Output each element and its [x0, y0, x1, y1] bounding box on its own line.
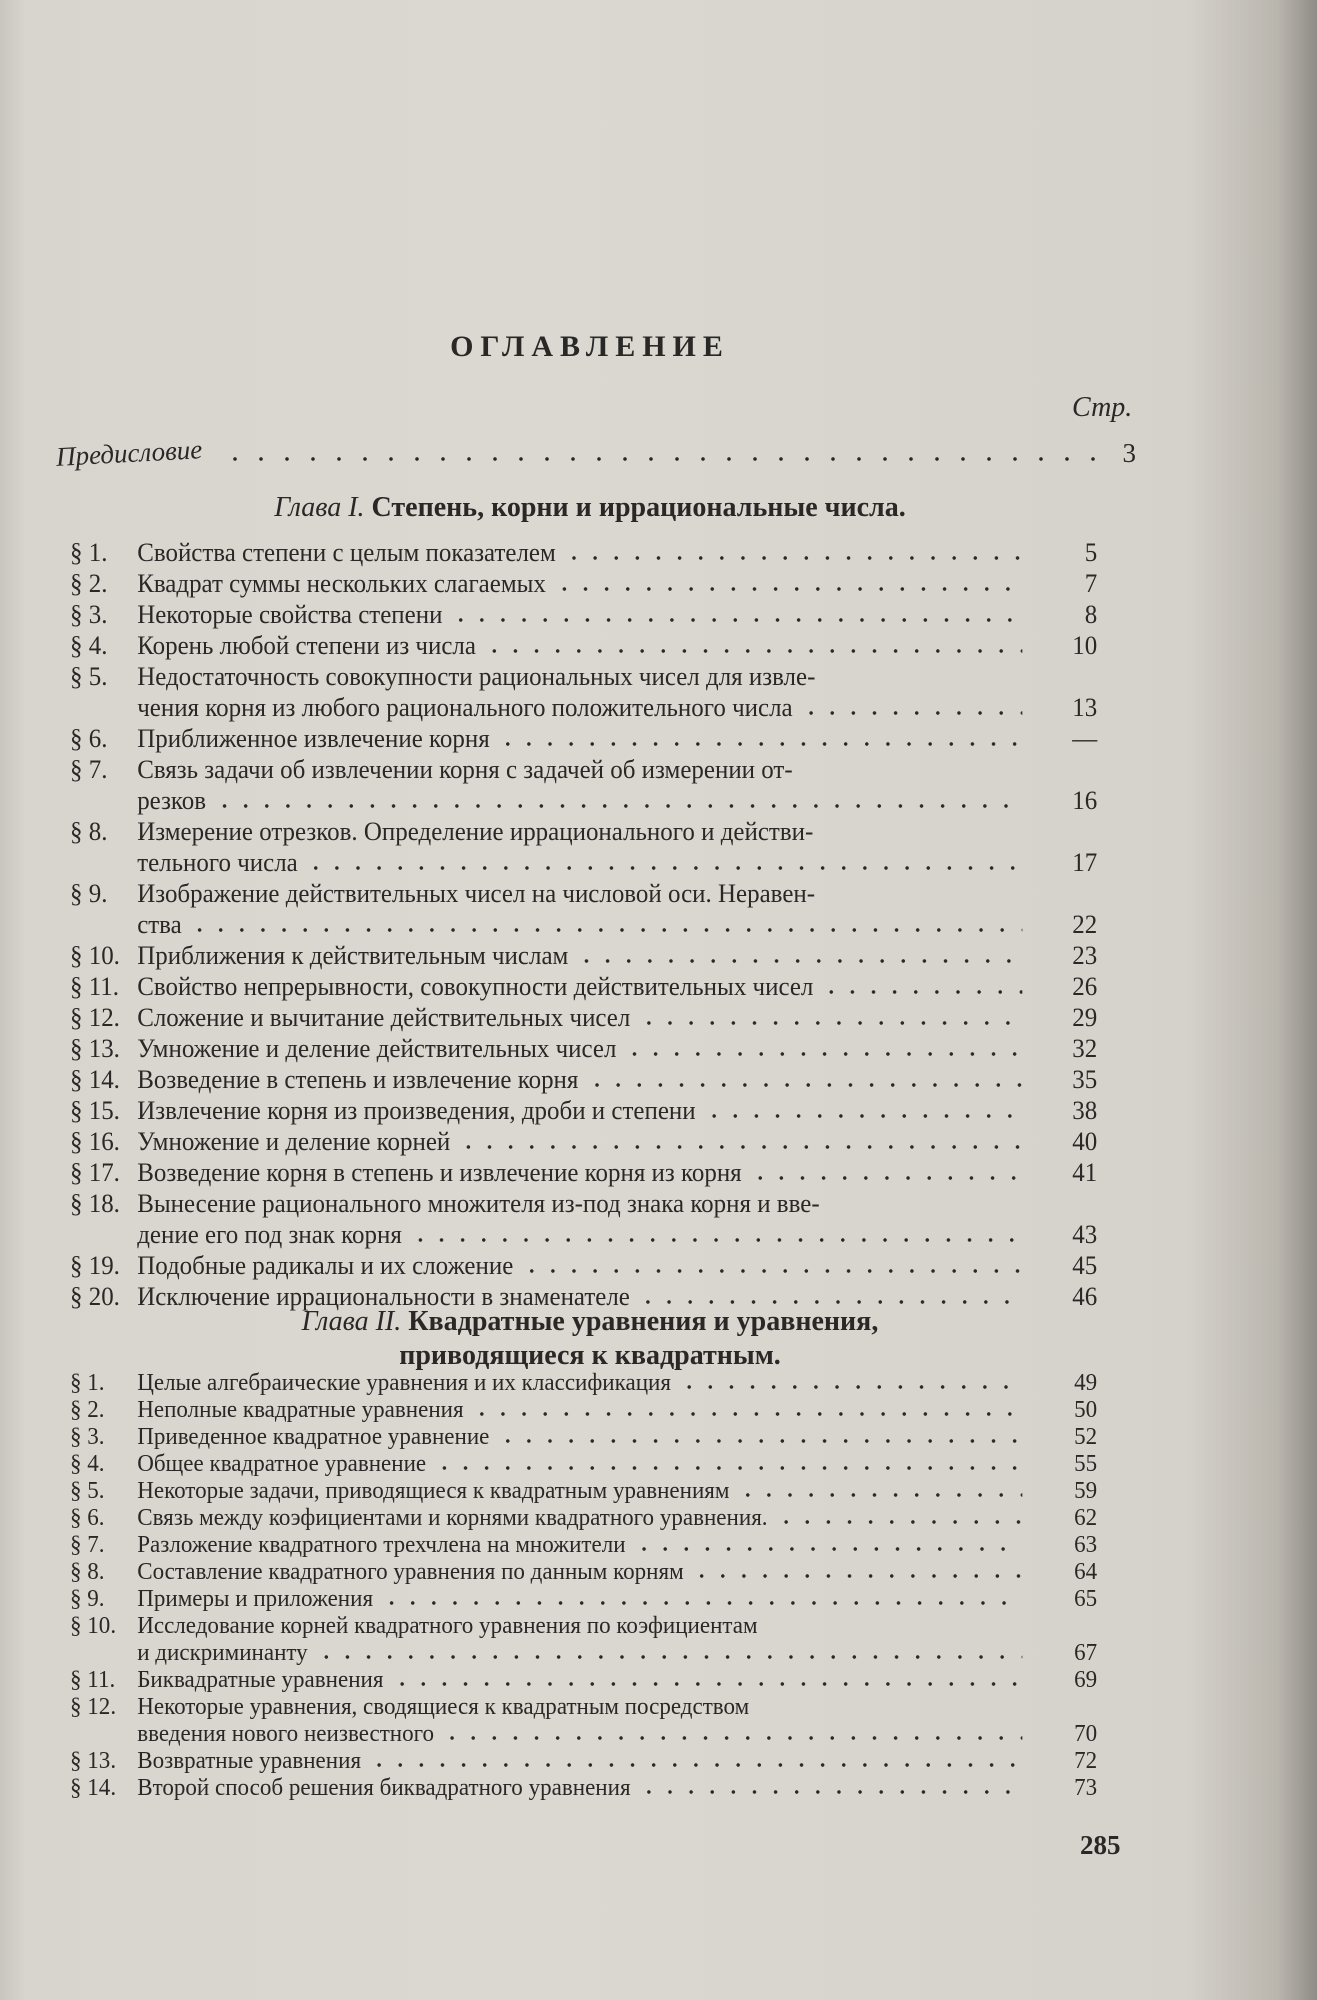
section-number: § 20. — [70, 1282, 120, 1311]
entry-title: Возвратные уравнения — [137, 1748, 362, 1774]
entry-title: Второй способ решения биквадратного уравнения — [137, 1775, 631, 1801]
entry-page: 22 — [1072, 910, 1098, 939]
entry-title: Биквадратные уравнения — [137, 1667, 384, 1693]
section-number: § 5. — [70, 662, 108, 691]
chapter-1-title: Степень, корни и иррациональные числа. — [371, 492, 906, 523]
chapter-2-title-line2: приводящиеся к квадратным. — [399, 1340, 781, 1371]
dot-leader — [633, 1546, 1022, 1552]
chapter-2-entries — [70, 1370, 1140, 1802]
entry-title: Подобные радикалы и их сложение — [137, 1251, 514, 1280]
dot-leader — [434, 1465, 1022, 1471]
entry-title: Связь задачи об извлечении корня с задачей об измерении от- — [137, 755, 793, 784]
entry-page: 46 — [1072, 1282, 1098, 1311]
entry-title: Некоторые свойства степени — [137, 600, 443, 629]
toc-entry — [70, 662, 1097, 693]
page-title: ОГЛАВЛЕНИЕ — [450, 330, 730, 363]
toc-entry — [70, 879, 1097, 910]
section-number: § 12. — [70, 1003, 120, 1032]
dot-leader — [222, 456, 1102, 462]
section-number: § 7. — [70, 1532, 105, 1558]
entry-page: 5 — [1084, 538, 1098, 567]
chapter-2-label: Глава II. — [301, 1306, 402, 1337]
toc-entry — [70, 786, 1097, 817]
entry-page: 13 — [1072, 693, 1098, 722]
entry-title: Примеры и приложения — [137, 1586, 374, 1612]
entry-page: 16 — [1072, 786, 1098, 815]
entry-title: Свойства степени с целым показателем — [137, 538, 556, 567]
toc-entry — [70, 1478, 1097, 1505]
toc-entry — [70, 1370, 1097, 1397]
dot-leader — [638, 1020, 1022, 1026]
entry-title: Умножение и деление действительных чисел — [137, 1034, 617, 1063]
entry-title: Недостаточность совокупности рациональных чисел для извле- — [137, 662, 816, 691]
entry-title: Неполные квадратные уравнения — [137, 1397, 464, 1423]
entry-title: Некоторые задачи, приводящиеся к квадратным уравнениям — [137, 1478, 730, 1504]
entry-page: 49 — [1074, 1370, 1098, 1396]
section-number: § 3. — [70, 1424, 105, 1450]
entry-title: чения корня из любого рационального положительного числа — [137, 693, 793, 722]
entry-page: 50 — [1074, 1397, 1098, 1423]
toc-entry — [70, 1189, 1097, 1220]
entry-page: 26 — [1072, 972, 1098, 1001]
section-number: § 6. — [70, 724, 108, 753]
entry-title: Разложение квадратного трехчлена на множители — [137, 1532, 626, 1558]
dot-leader — [471, 1411, 1022, 1417]
toc-entry — [70, 941, 1097, 972]
toc-entry — [70, 1397, 1097, 1424]
entry-page: 64 — [1074, 1559, 1098, 1585]
section-number: § 3. — [70, 600, 108, 629]
entry-page: 62 — [1074, 1505, 1098, 1531]
section-number: § 9. — [70, 1586, 105, 1612]
dot-leader — [305, 865, 1022, 871]
section-number: § 12. — [70, 1694, 117, 1720]
dot-leader — [450, 617, 1022, 623]
section-number: § 4. — [70, 631, 108, 660]
entry-page: 7 — [1084, 569, 1098, 598]
entry-title: Извлечение корня из произведения, дроби и степени — [137, 1096, 696, 1125]
toc-entry — [70, 1220, 1097, 1251]
dot-leader — [458, 1144, 1022, 1150]
entry-title: Приближенное извлечение корня — [137, 724, 490, 753]
toc-entry — [70, 1096, 1097, 1127]
dot-leader — [497, 1438, 1022, 1444]
dot-leader — [381, 1600, 1023, 1606]
preface-page: 3 — [1122, 438, 1136, 468]
dot-leader — [624, 1051, 1022, 1057]
toc-entry — [70, 538, 1097, 569]
entry-title: ства — [137, 910, 182, 939]
entry-title: Умножение и деление корней — [137, 1127, 451, 1156]
toc-entry — [70, 1158, 1097, 1189]
entry-title: Целые алгебраические уравнения и их классификация — [137, 1370, 671, 1396]
toc-entry — [70, 972, 1097, 1003]
section-number: § 9. — [70, 879, 108, 908]
dot-leader — [737, 1492, 1022, 1498]
section-number: § 1. — [70, 1370, 105, 1396]
entry-page: 23 — [1072, 941, 1098, 970]
entry-page: 52 — [1074, 1424, 1098, 1450]
entry-page: 43 — [1072, 1220, 1098, 1249]
section-number: § 18. — [70, 1189, 120, 1218]
entry-title: Составление квадратного уравнения по данным корням — [137, 1559, 684, 1585]
dot-leader — [214, 803, 1023, 809]
toc-entry — [70, 910, 1097, 941]
entry-page: 17 — [1072, 848, 1098, 877]
section-number: § 15. — [70, 1096, 120, 1125]
entry-page: 72 — [1074, 1748, 1098, 1774]
entry-title: Сложение и вычитание действительных чисел — [137, 1003, 631, 1032]
dot-leader — [315, 1654, 1022, 1660]
toc-entry — [70, 1613, 1097, 1640]
chapter-1-label: Глава I. — [274, 492, 365, 523]
section-number: § 19. — [70, 1251, 120, 1280]
toc-entry — [70, 1532, 1097, 1559]
entry-page: 69 — [1074, 1667, 1098, 1693]
section-number: § 14. — [70, 1065, 120, 1094]
page-column-label: Стр. — [1072, 392, 1133, 423]
toc-entry — [70, 600, 1097, 631]
section-number: § 8. — [70, 817, 108, 846]
dot-leader — [703, 1113, 1022, 1119]
entry-title: резков — [137, 786, 207, 815]
dot-leader — [484, 648, 1023, 654]
entry-title: Связь между коэфициентами и корнями квадратного уравнения. — [137, 1505, 768, 1531]
entry-title: Вынесение рационального множителя из-под знака корня и вве- — [137, 1189, 820, 1218]
toc-entry — [70, 848, 1097, 879]
dot-leader — [391, 1681, 1022, 1687]
entry-page: 40 — [1072, 1127, 1098, 1156]
toc-entry — [70, 1640, 1097, 1667]
dot-leader — [442, 1735, 1023, 1741]
entry-title: Возведение в степень и извлечение корня — [137, 1065, 579, 1094]
section-number: § 13. — [70, 1034, 120, 1063]
dot-leader — [369, 1762, 1023, 1768]
toc-entry — [70, 1748, 1097, 1775]
toc-entry — [70, 1065, 1097, 1096]
entry-title: Квадрат суммы нескольких слагаемых — [137, 569, 546, 598]
dot-leader — [554, 586, 1023, 592]
entry-title: Изображение действительных чисел на числовой оси. Неравен- — [137, 879, 816, 908]
entry-page: 32 — [1072, 1034, 1098, 1063]
toc-entry — [70, 817, 1097, 848]
toc-entry — [70, 631, 1097, 662]
entry-title: Общее квадратное уравнение — [137, 1451, 427, 1477]
entry-title: Приведенное квадратное уравнение — [137, 1424, 490, 1450]
entry-title: Свойство непрерывности, совокупности действительных чисел — [137, 972, 814, 1001]
toc-entry — [70, 1505, 1097, 1532]
toc-entry — [70, 1127, 1097, 1158]
section-number: § 14. — [70, 1775, 117, 1801]
entry-title: тельного числа — [137, 848, 298, 877]
page-number: 285 — [1080, 1830, 1121, 1860]
toc-entry — [70, 1003, 1097, 1034]
dot-leader — [821, 989, 1022, 995]
entry-page: 59 — [1074, 1478, 1098, 1504]
section-number: § 16. — [70, 1127, 120, 1156]
toc-entry — [70, 569, 1097, 600]
entry-title: Исследование корней квадратного уравнения по коэфициентам — [137, 1613, 758, 1639]
entry-page: 35 — [1072, 1065, 1098, 1094]
toc-entry — [70, 1034, 1097, 1065]
dot-leader — [576, 958, 1022, 964]
section-number: § 1. — [70, 538, 108, 567]
entry-page: 70 — [1074, 1721, 1098, 1747]
toc-entry — [70, 1775, 1097, 1802]
toc-entry — [70, 693, 1097, 724]
entry-page: 45 — [1072, 1251, 1098, 1280]
section-number: § 2. — [70, 1397, 105, 1423]
entry-page: 73 — [1074, 1775, 1098, 1801]
entry-page: 67 — [1074, 1640, 1098, 1666]
toc-entry — [70, 1667, 1097, 1694]
entry-page: 41 — [1072, 1158, 1098, 1187]
section-number: § 11. — [70, 1667, 116, 1693]
entry-page: — — [1072, 724, 1098, 753]
entry-page: 63 — [1074, 1532, 1098, 1558]
entry-title: Возведение корня в степень и извлечение корня из корня — [137, 1158, 742, 1187]
section-number: § 8. — [70, 1559, 105, 1585]
dot-leader — [586, 1082, 1022, 1088]
chapter-2-title: Квадратные уравнения и уравнения, — [408, 1306, 879, 1337]
section-number: § 2. — [70, 569, 108, 598]
entry-title: Измерение отрезков. Определение иррационального и действи- — [137, 817, 814, 846]
section-number: § 5. — [70, 1478, 105, 1504]
section-number: § 10. — [70, 941, 120, 970]
section-number: § 13. — [70, 1748, 117, 1774]
toc-entry — [70, 1694, 1097, 1721]
dot-leader — [497, 741, 1022, 747]
dot-leader — [749, 1175, 1022, 1181]
section-number: § 6. — [70, 1505, 105, 1531]
entry-title: Исключение иррациональности в знаменателе — [137, 1282, 630, 1311]
chapter-1-heading — [0, 492, 1180, 524]
toc-entry — [70, 1721, 1097, 1748]
entry-page: 10 — [1072, 631, 1098, 660]
section-number: § 10. — [70, 1613, 117, 1639]
entry-title: Некоторые уравнения, сводящиеся к квадратным посредством — [137, 1694, 750, 1720]
entry-title: и дискриминанту — [137, 1640, 308, 1666]
dot-leader — [775, 1519, 1022, 1525]
section-number: § 17. — [70, 1158, 120, 1187]
dot-leader — [679, 1384, 1023, 1390]
entry-page: 8 — [1084, 600, 1098, 629]
section-number: § 7. — [70, 755, 108, 784]
toc-entry — [70, 1586, 1097, 1613]
dot-leader — [691, 1573, 1022, 1579]
toc-entry — [70, 755, 1097, 786]
section-number: § 11. — [70, 972, 120, 1001]
preface-label: Предисловие — [55, 434, 203, 472]
dot-leader — [409, 1237, 1022, 1243]
entry-page: 65 — [1074, 1586, 1098, 1612]
entry-title: Корень любой степени из числа — [137, 631, 476, 660]
entry-page: 29 — [1072, 1003, 1098, 1032]
section-number: § 4. — [70, 1451, 105, 1477]
dot-leader — [521, 1268, 1022, 1274]
chapter-2-heading — [0, 1305, 1180, 1373]
dot-leader — [800, 710, 1022, 716]
dot-leader — [563, 555, 1022, 561]
entry-page: 55 — [1074, 1451, 1098, 1477]
entry-title: введения нового неизвестного — [137, 1721, 435, 1747]
toc-entry-preface — [55, 434, 1136, 472]
toc-entry — [70, 724, 1097, 755]
entry-title: дение его под знак корня — [137, 1220, 402, 1249]
toc-entry — [70, 1424, 1097, 1451]
dot-leader — [189, 927, 1022, 933]
toc-entry — [70, 1559, 1097, 1586]
entry-page: 38 — [1072, 1096, 1098, 1125]
entry-title: Приближения к действительным числам — [137, 941, 569, 970]
toc-entry — [70, 1451, 1097, 1478]
toc-entry — [70, 1251, 1097, 1282]
dot-leader — [638, 1789, 1022, 1795]
chapter-1-entries — [70, 538, 1140, 1313]
